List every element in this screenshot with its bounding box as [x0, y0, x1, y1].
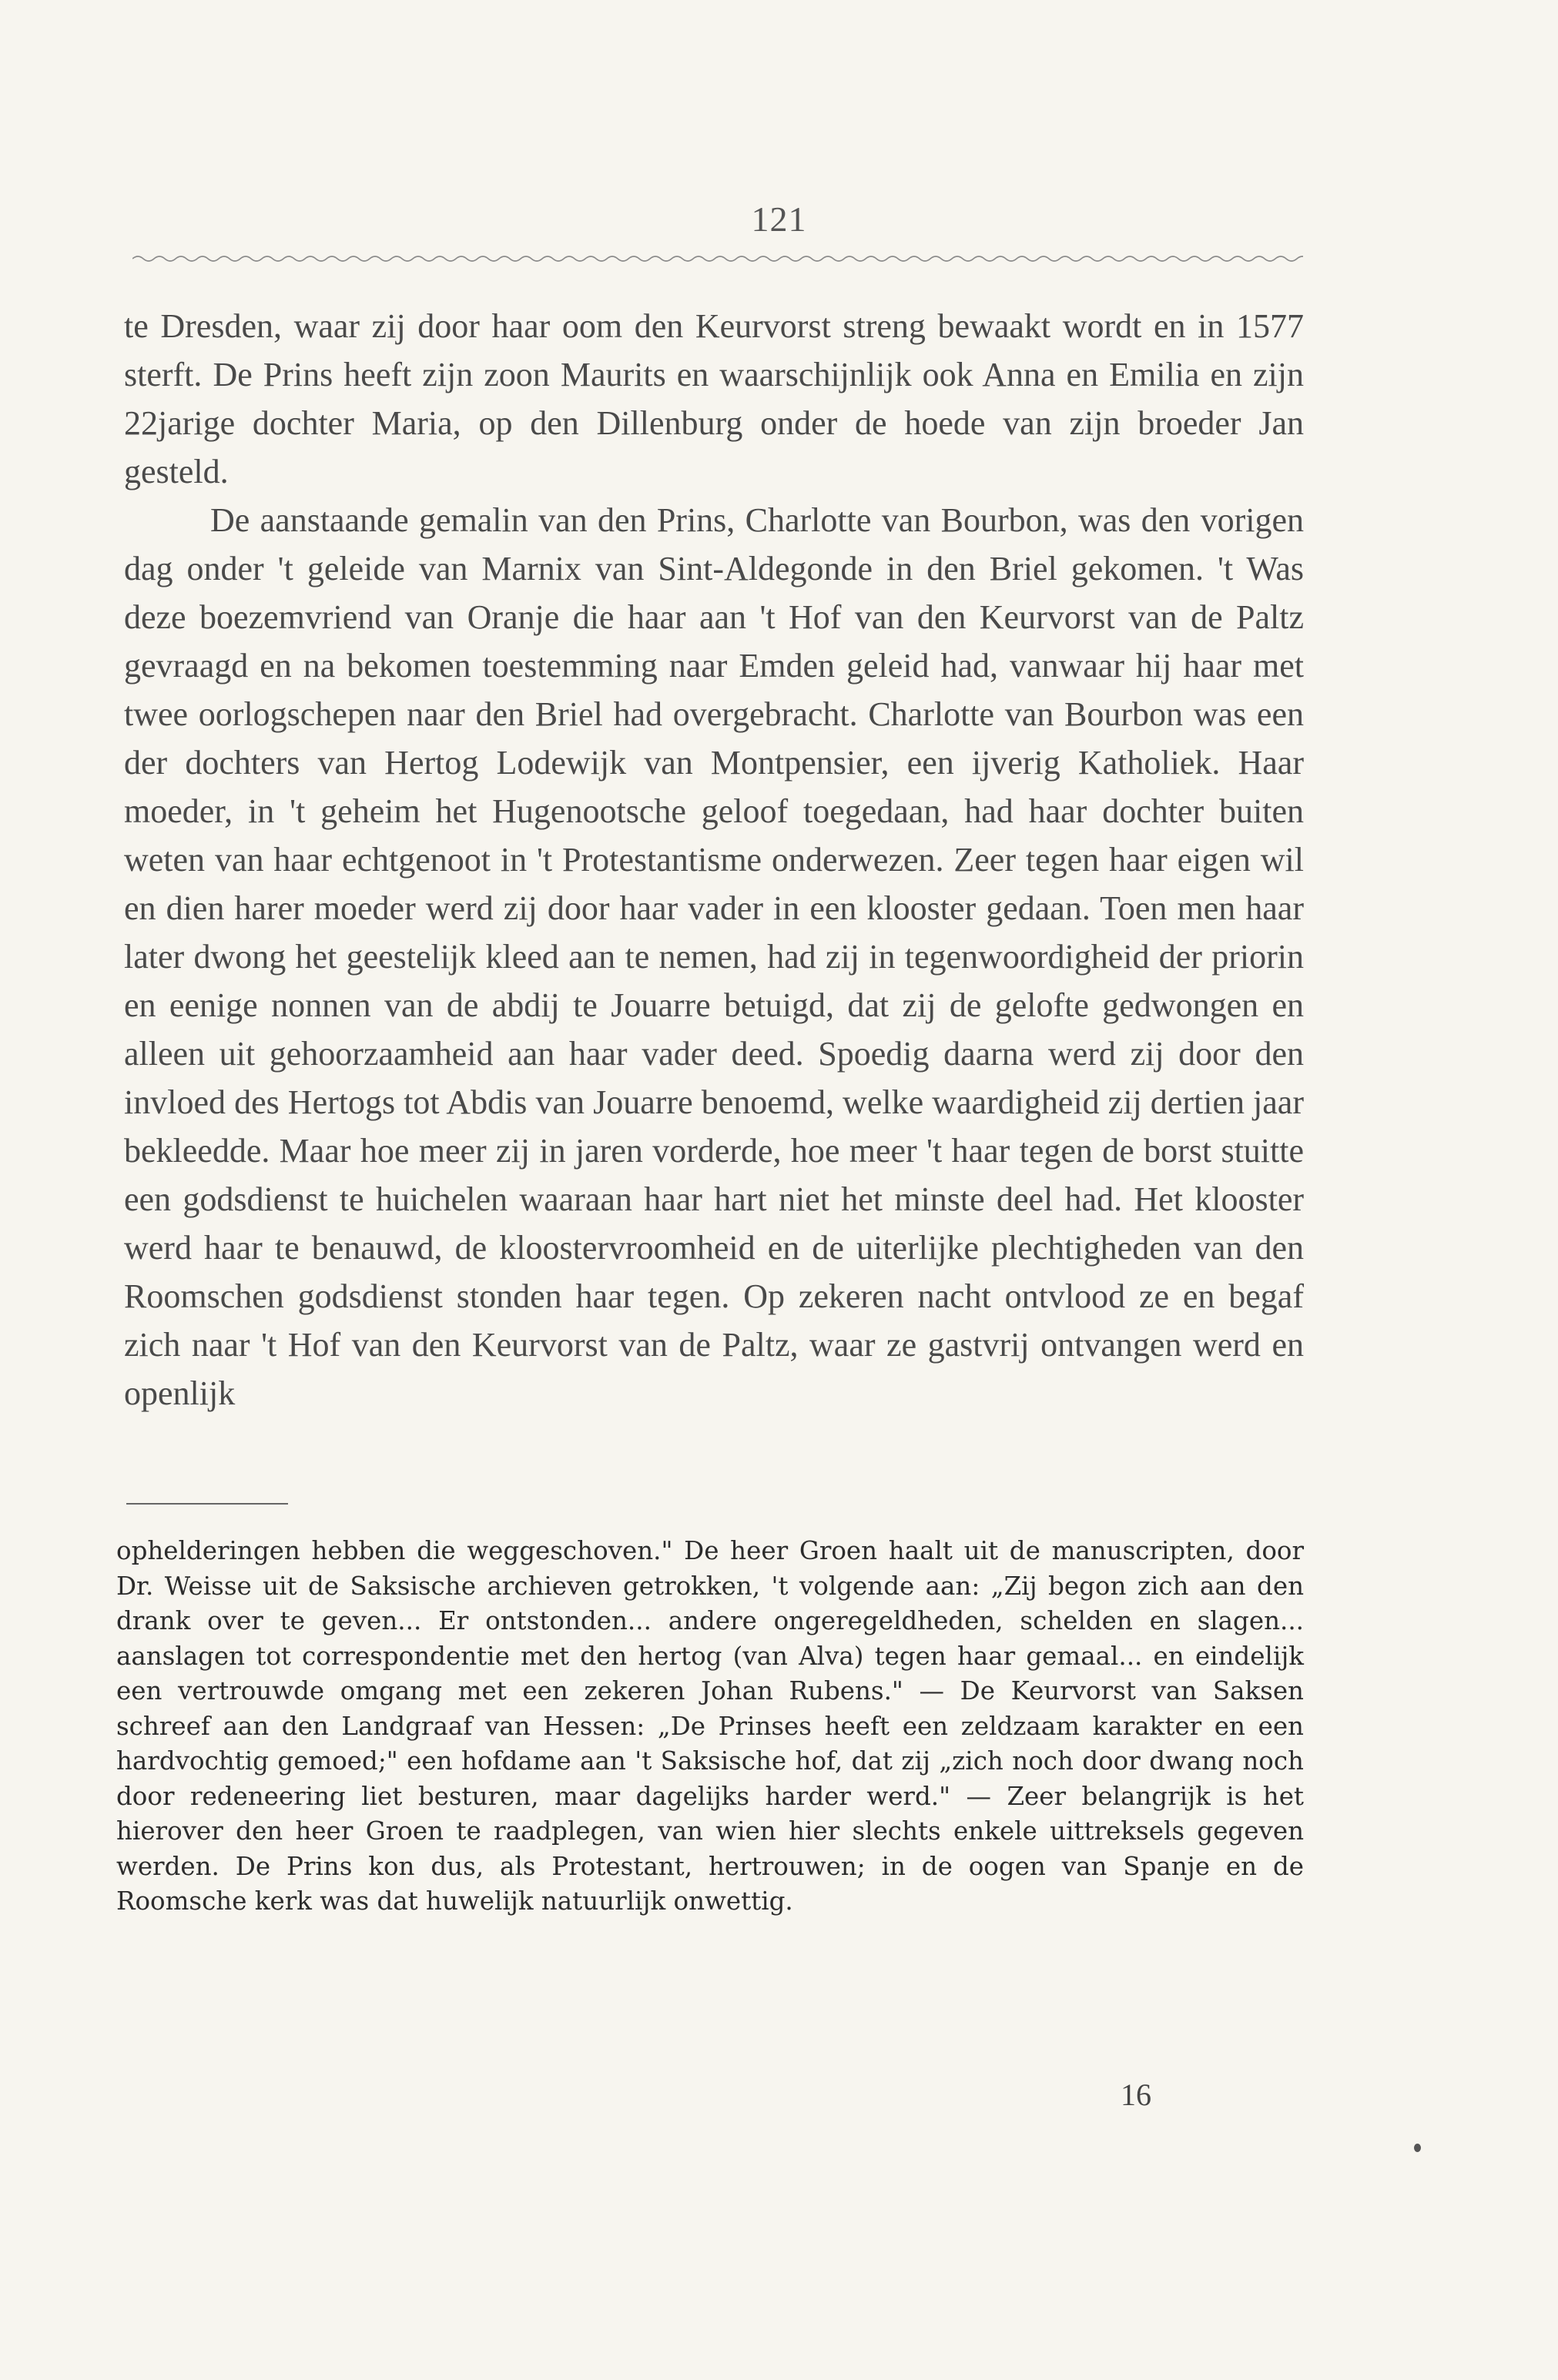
signature-mark: 16	[1121, 2077, 1151, 2112]
footnote-text: ophelderingen hebben die weggeschoven." De heer Groen haalt uit de manuscripten, door Dr. Weisse uit de Saksische archieven getrokken, 't volgende aan: „Zij begon zich aan den drank over te geven... Er ontstonden... andere ongeregeldheden, schelden en slagen... aanslagen tot correspondentie met den hertog (van Alva) tegen haar gemaal... en eindelijk een vertrouwde omgang met een zekeren Johan Rubens." — De Keurvorst van Saksen schreef aan den Landgraaf van Hessen: „De Prinses heeft een zeldzaam karakter en een hardvochtig gemoed;" een hofdame aan 't Saksische hof, dat zij „zich noch door dwang noch door redeneering liet besturen, maar dagelijks harder werd." — Zeer belangrijk is het hierover den heer Groen te raadplegen, van wien hier slechts enkele uittreksels gegeven werden. De Prins kon dus, als Protestant, hertrouwen; in de oogen van Spanje en de Roomsche kerk was dat huwelijk natuurlijk onwettig.	[116, 1536, 1304, 1916]
wavy-rule-ornament	[132, 253, 1303, 265]
footnote	[116, 1534, 1304, 1920]
main-text	[124, 302, 1304, 1418]
ink-dot	[1414, 2144, 1421, 2152]
paragraph-2: De aanstaande gemalin van den Prins, Charlotte van Bourbon, was den vorigen dag onder 't geleide van Marnix van Sint-Aldegonde in den Briel gekomen. 't Was deze boezemvriend van Oranje die haar aan 't Hof van den Keurvorst van de Paltz gevraagd en na bekomen toestemming naar Emden geleid had, vanwaar hij haar met twee oorlogschepen naar den Briel had overgebracht. Charlotte van Bourbon was een der dochters van Hertog Lodewijk van Montpensier, een ijverig Katholiek. Haar moeder, in 't geheim het Hugenootsche geloof toegedaan, had haar dochter buiten weten van haar echtgenoot in 't Protestantisme onderwezen. Zeer tegen haar eigen wil en dien harer moeder werd zij door haar vader in een klooster gedaan. Toen men haar later dwong het geestelijk kleed aan te nemen, had zij in tegenwoordigheid der priorin en eenige nonnen van de abdij te Jouarre betuigd, dat zij de gelofte gedwongen en alleen uit gehoorzaamheid aan haar vader deed. Spoedig daarna werd zij door den invloed des Hertogs tot Abdis van Jouarre benoemd, welke waardigheid zij dertien jaar bekleedde. Maar hoe meer zij in jaren vorderde, hoe meer 't haar tegen de borst stuitte een godsdienst te huichelen waaraan haar hart niet het minste deel had. Het klooster werd haar te benauwd, de kloostervroomheid en de uiterlijke plechtigheden van den Roomschen godsdienst stonden haar tegen. Op zekeren nacht ontvlood ze en begaf zich naar 't Hof van den Keurvorst van de Paltz, waar ze gastvrij ontvangen werd en openlijk	[124, 501, 1304, 1412]
paragraph-1: te Dresden, waar zij door haar oom den Keurvorst streng bewaakt wordt en in 1577 sterft. De Prins heeft zijn zoon Maurits en waarschijnlijk ook Anna en Emilia en zijn 22jarige dochter Maria, op den Dillenburg onder de hoede van zijn broeder Jan gesteld.	[124, 307, 1304, 490]
footnote-rule	[126, 1503, 288, 1505]
page-number: 121	[751, 199, 807, 239]
